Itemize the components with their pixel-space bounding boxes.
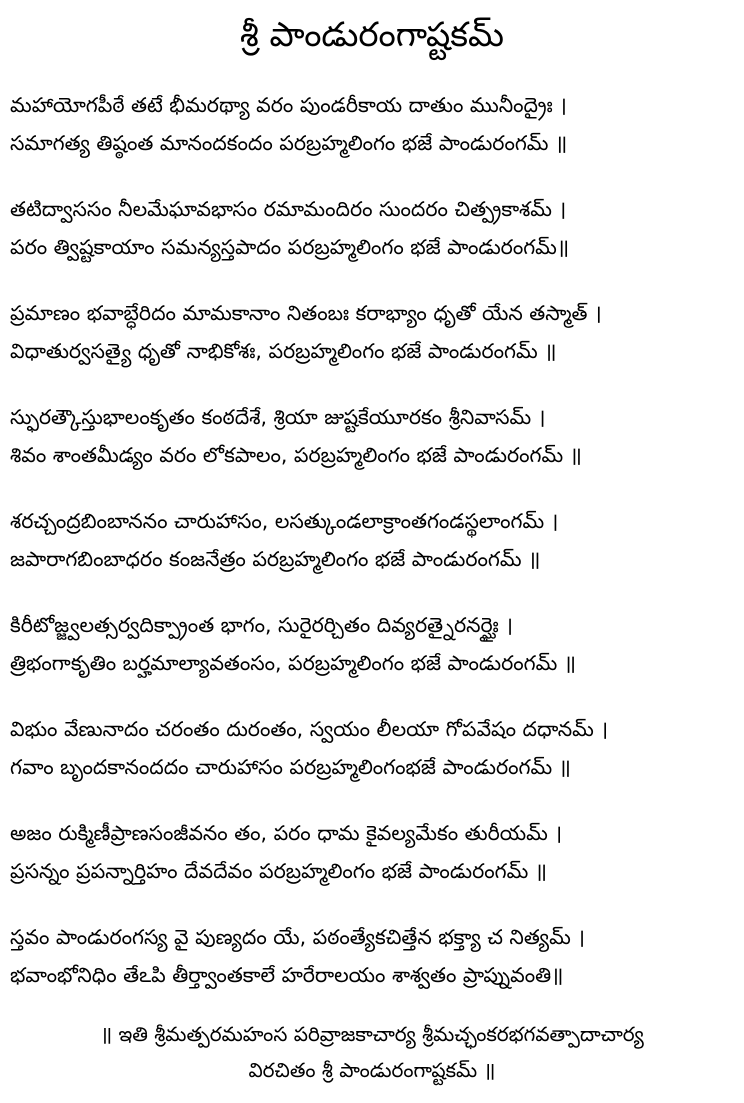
stanza-9 xyxy=(10,918,734,994)
stanza-1 xyxy=(10,86,734,162)
verse-line: అజం రుక్మిణీప్రాణసంజీవనం తం, పరం ధామ కైవల్యమేకం తురీయమ్ । xyxy=(10,821,563,845)
verse-line: విభుం వేణునాదం చరంతం దురంతం, స్వయం లీలయా గోపవేషం దధానమ్ । xyxy=(10,717,609,741)
verse-line: విధాతుర్వసత్యై ధృతో నాభికోశః, పరబ్రహ్మలింగం భజే పాండురంగమ్ ॥ xyxy=(10,339,557,363)
stanza-6 xyxy=(10,606,734,682)
colophon xyxy=(10,1016,734,1088)
stanza-5 xyxy=(10,502,734,578)
stanza-7 xyxy=(10,710,734,786)
verse-line: ప్రసన్నం ప్రపన్నార్తిహం దేవదేవం పరబ్రహ్మలింగం భజే పాండురంగమ్ ॥ xyxy=(10,859,548,883)
verse-line: గవాం బృందకానందదం చారుహాసం పరబ్రహ్మలింగంభజే పాండురంగమ్ ॥ xyxy=(10,755,571,779)
stanza-4 xyxy=(10,398,734,474)
verse-line: స్ఫురత్కౌస్తుభాలంకృతం కంఠదేశే, శ్రియా జుష్టకేయూరకం శ్రీనివాసమ్ । xyxy=(10,405,546,429)
verse-line: భవాంభోనిధిం తేఽపి తీర్త్వాంతకాలే హరేరాలయం శాశ్వతం ప్రాప్నువంతి॥ xyxy=(10,963,564,987)
stanza-list xyxy=(10,86,734,994)
verse-line: శివం శాంతమీడ్యం వరం లోకపాలం, పరబ్రహ్మలింగం భజే పాండురంగమ్ ॥ xyxy=(10,443,582,467)
stanza-8 xyxy=(10,814,734,890)
verse-line: కిరీటోజ్జ్వలత్సర్వదిక్ప్రాంత భాగం, సురైరర్చితం దివ్యరత్నైరనర్ఘైః । xyxy=(10,613,514,637)
verse-line: ప్రమాణం భవాబ్ధేరిదం మామకానాం నితంబః కరాభ్యాం ధృతో యేన తస్మాత్ । xyxy=(10,301,602,325)
verse-line: మహాయోగపీఠే తటే భీమరథ్యా వరం పుండరీకాయ దాతుం మునీంద్రైః । xyxy=(10,93,567,117)
verse-line: సమాగత్య తిష్ఠంత మానందకందం పరబ్రహ్మలింగం భజే పాండురంగమ్ ॥ xyxy=(10,131,568,155)
colophon-line: విరచితం శ్రీ పాండురంగాష్టకమ్ ॥ xyxy=(248,1058,496,1082)
stanza-3 xyxy=(10,294,734,370)
stanza-2 xyxy=(10,190,734,266)
verse-line: పరం త్విష్టకాయాం సమన్యస్తపాదం పరబ్రహ్మలింగం భజే పాండురంగమ్॥ xyxy=(10,235,570,259)
colophon-line: ॥ ఇతి శ్రీమత్పరమహంస పరివ్రాజకాచార్య శ్రీమచ్ఛంకరభగవత్పాదాచార్య xyxy=(100,1022,644,1046)
verse-line: స్తవం పాండురంగస్య వై పుణ్యదం యే, పఠంత్యేకచిత్తేన భక్త్యా చ నిత్యమ్ । xyxy=(10,925,586,949)
verse-line: తటిద్వాససం నీలమేఘావభాసం రమామందిరం సుందరం చిత్ప్రకాశమ్ । xyxy=(10,197,567,221)
verse-line: జపారాగబింబాధరం కంజనేత్రం పరబ్రహ్మలింగం భజే పాండురంగమ్ ॥ xyxy=(10,547,541,571)
verse-line: త్రిభంగాకృతిం బర్హమాల్యావతంసం, పరబ్రహ్మలింగం భజే పాండురంగమ్ ॥ xyxy=(10,651,577,675)
verse-line: శరచ్చంద్రబింబాననం చారుహాసం, లసత్కుండలాక్రాంతగండస్థలాంగమ్ । xyxy=(10,509,559,533)
page-title: శ్రీ పాండురంగాష్టకమ్ xyxy=(240,15,504,55)
